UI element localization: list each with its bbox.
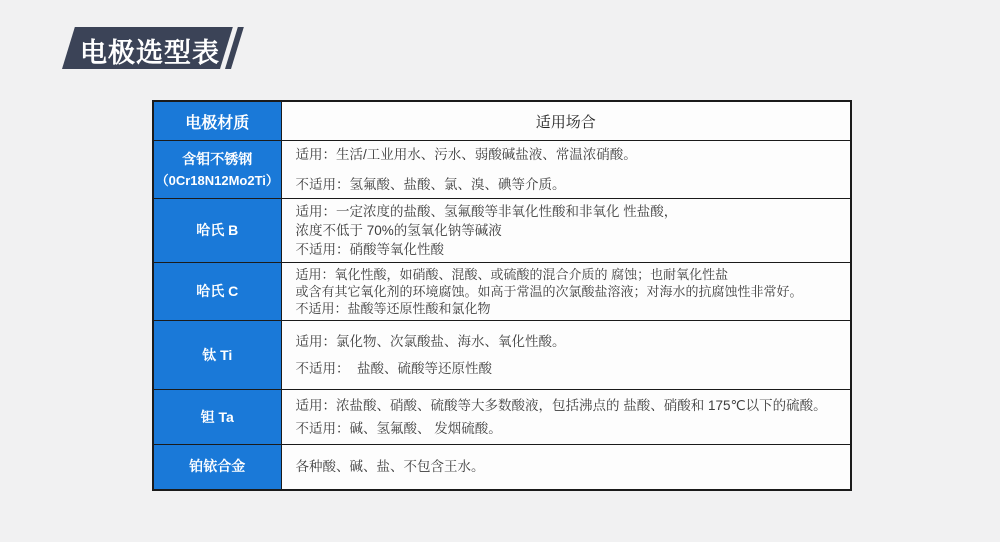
usage-line: 不适用：碱、氢氟酸、 发烟硫酸。	[295, 420, 502, 436]
usage-line: 不适用：硝酸等氧化性酸	[295, 242, 444, 257]
table-row	[153, 390, 851, 445]
page-title: 电极选型表	[80, 38, 220, 68]
usage-line: 不适用： 盐酸、硫酸等还原性酸	[295, 361, 493, 376]
usage-header-cell: 适用场合	[281, 101, 851, 141]
usage-line: 各种酸、碱、盐、不包含王水。	[295, 458, 485, 474]
usage-line: 适用：氯化物、次氯酸盐、海水、氧化性酸。	[295, 334, 566, 349]
material-cell	[153, 199, 281, 263]
usage-line: 适用：一定浓度的盐酸、氢氟酸等非氧化性酸和非氧化 性盐酸，	[295, 204, 678, 219]
material-line: （0Cr18N12Mo2Ti）	[155, 172, 279, 188]
table-row	[153, 263, 851, 321]
usage-line: 或含有其它氧化剂的环境腐蚀。如高于常温的次氯酸盐溶液；对海水的抗腐蚀性非常好。	[295, 284, 803, 299]
material-line: 铂铱合金	[189, 458, 246, 475]
material-line: 哈氏 B	[196, 222, 239, 238]
usage-cell	[281, 321, 851, 390]
usage-cell	[281, 199, 851, 263]
table-row	[153, 141, 851, 199]
material-cell	[153, 263, 281, 321]
table-row	[153, 199, 851, 263]
usage-cell	[281, 263, 851, 321]
electrode-selection-table	[152, 100, 852, 491]
material-line: 含钼不锈钢	[182, 150, 253, 167]
table-row	[153, 445, 851, 490]
material-cell	[153, 390, 281, 445]
table-row	[153, 321, 851, 390]
table	[152, 100, 852, 491]
table-header-row	[153, 101, 851, 141]
material-line: 钽 Ta	[200, 408, 234, 425]
usage-line: 适用：浓盐酸、硝酸、硫酸等大多数酸液，包括沸点的 盐酸、硝酸和 175℃以下的硫酸。	[295, 397, 827, 413]
usage-line: 适用：生活/工业用水、污水、弱酸碱盐液、常温浓硝酸。	[295, 146, 637, 162]
usage-line: 浓度不低于 70%的氢氧化钠等碱液	[295, 223, 502, 238]
material-cell	[153, 321, 281, 390]
usage-line: 不适用：氢氟酸、盐酸、氯、溴、碘等介质。	[295, 176, 566, 192]
usage-line: 不适用：盐酸等还原性酸和氯化物	[295, 301, 491, 316]
usage-cell	[281, 445, 851, 490]
material-header-cell: 电极材质	[153, 101, 281, 141]
material-line: 哈氏 C	[196, 283, 239, 299]
usage-line: 适用：氧化性酸，如硝酸、混酸、或硫酸的混合介质的 腐蚀；也耐氧化性盐	[295, 267, 729, 282]
material-line: 钛 Ti	[202, 346, 233, 363]
usage-cell	[281, 390, 851, 445]
usage-cell	[281, 141, 851, 199]
material-cell	[153, 141, 281, 199]
material-cell	[153, 445, 281, 490]
